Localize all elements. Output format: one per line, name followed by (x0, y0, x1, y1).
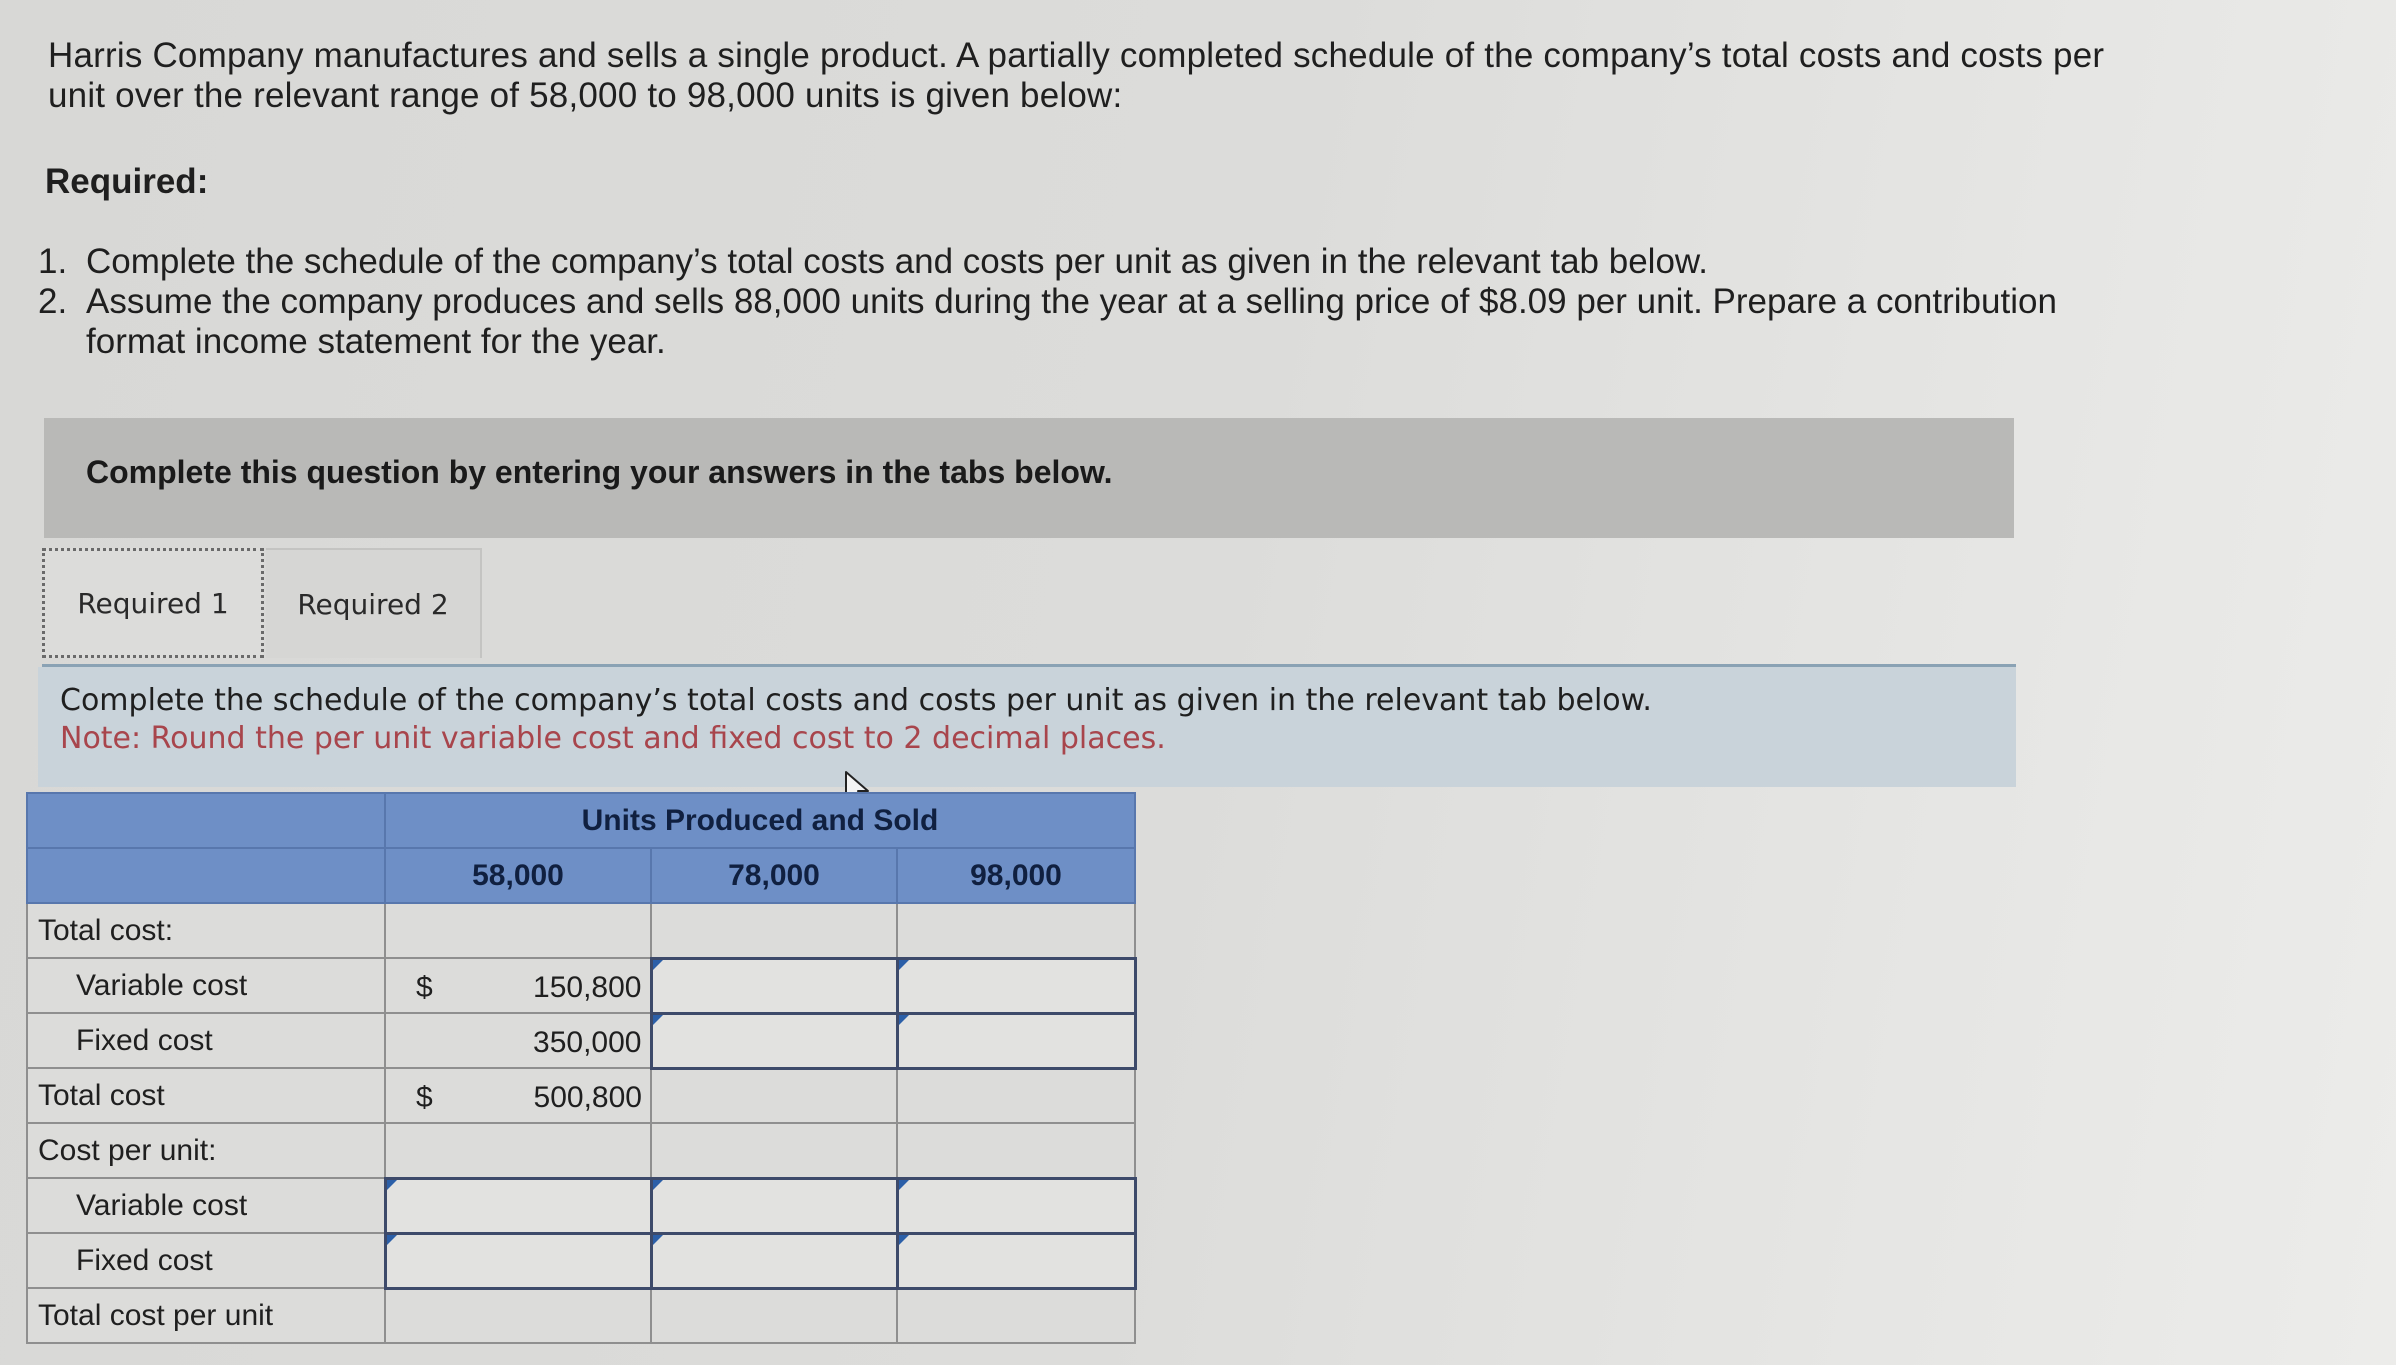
table-row (27, 1068, 1135, 1123)
cost-schedule-table (26, 792, 1137, 1344)
column-header-78000: 78,000 (651, 848, 897, 903)
requirement-number: 2. (38, 282, 68, 321)
input-flag-icon (653, 1235, 663, 1245)
input-flag-icon (899, 960, 909, 970)
requirement-text-line-1: Assume the company produces and sells 88,000 units during the year at a selling price of $8.09 per unit. Prepare a contribution (86, 282, 2057, 321)
row-label-unit-variable-cost: Variable cost (27, 1178, 385, 1233)
tabs-instruction-banner (44, 418, 2014, 538)
requirement-item-1 (38, 242, 2178, 282)
fixed-cost-58000-value: 350,000 (533, 1026, 642, 1059)
requirements-list (38, 242, 2178, 362)
unit-variable-cost-58000-input[interactable] (385, 1178, 651, 1233)
unit-fixed-cost-78000-input[interactable] (651, 1233, 897, 1288)
intro-line-1: Harris Company manufactures and sells a single product. A partially completed schedule of the company’s total costs and costs per (48, 36, 2105, 75)
row-label-total-cost: Total cost (27, 1068, 385, 1123)
empty-cell (897, 903, 1135, 958)
table-row (27, 1233, 1135, 1288)
input-flag-icon (899, 1180, 909, 1190)
unit-variable-cost-78000-input[interactable] (651, 1178, 897, 1233)
requirement-text: Complete the schedule of the company’s total costs and costs per unit as given in the relevant tab below. (86, 242, 1708, 281)
empty-cell (651, 903, 897, 958)
variable-cost-98000-input[interactable] (897, 958, 1135, 1013)
unit-fixed-cost-98000-input[interactable] (897, 1233, 1135, 1288)
total-cost-per-unit-98000-cell (897, 1288, 1135, 1343)
row-label-cost-per-unit-section: Cost per unit: (27, 1123, 385, 1178)
total-cost-58000-value: 500,800 (533, 1081, 642, 1114)
units-group-header: Units Produced and Sold (385, 793, 1135, 848)
tab-required-1[interactable]: Required 1 (42, 548, 264, 658)
row-label-variable-cost: Variable cost (27, 958, 385, 1013)
input-flag-icon (653, 960, 663, 970)
requirement-number: 1. (38, 242, 68, 281)
instructions-panel (38, 667, 2016, 787)
instructions-text: Complete the schedule of the company’s total costs and costs per unit as given in the relevant tab below. (60, 683, 1652, 718)
table-header-row (27, 848, 1135, 903)
requirement-text-line-2: format income statement for the year. (86, 322, 666, 361)
table-row (27, 1178, 1135, 1233)
total-cost-58000-cell (385, 1068, 651, 1123)
input-flag-icon (899, 1235, 909, 1245)
unit-variable-cost-98000-input[interactable] (897, 1178, 1135, 1233)
header-blank-cell (27, 848, 385, 903)
fixed-cost-98000-input[interactable] (897, 1013, 1135, 1068)
row-label-unit-fixed-cost: Fixed cost (27, 1233, 385, 1288)
input-flag-icon (387, 1180, 397, 1190)
fixed-cost-58000-cell (385, 1013, 651, 1068)
table-row (27, 1123, 1135, 1178)
row-label-total-cost-per-unit: Total cost per unit (27, 1288, 385, 1343)
variable-cost-58000-value: 150,800 (533, 971, 642, 1004)
currency-symbol: $ (416, 1081, 433, 1114)
table-header-row (27, 793, 1135, 848)
empty-cell (385, 903, 651, 958)
required-heading: Required: (45, 162, 209, 201)
currency-symbol: $ (416, 971, 433, 1004)
table-row (27, 958, 1135, 1013)
table-row (27, 903, 1135, 958)
empty-cell (385, 1123, 651, 1178)
banner-text: Complete this question by entering your answers in the tabs below. (86, 454, 1113, 490)
tab-required-2[interactable]: Required 2 (266, 548, 482, 658)
intro-line-2: unit over the relevant range of 58,000 to 98,000 units is given below: (48, 76, 1123, 115)
row-label-fixed-cost: Fixed cost (27, 1013, 385, 1068)
variable-cost-78000-input[interactable] (651, 958, 897, 1013)
input-flag-icon (653, 1180, 663, 1190)
row-label-total-cost-section: Total cost: (27, 903, 385, 958)
column-header-58000: 58,000 (385, 848, 651, 903)
total-cost-per-unit-58000-cell (385, 1288, 651, 1343)
input-flag-icon (653, 1015, 663, 1025)
rounding-note: Note: Round the per unit variable cost and fixed cost to 2 decimal places. (60, 721, 1166, 756)
empty-cell (651, 1123, 897, 1178)
input-flag-icon (899, 1015, 909, 1025)
total-cost-78000-cell (651, 1068, 897, 1123)
unit-fixed-cost-58000-input[interactable] (385, 1233, 651, 1288)
variable-cost-58000-cell (385, 958, 651, 1013)
requirement-item-2 (38, 282, 2178, 362)
total-cost-per-unit-78000-cell (651, 1288, 897, 1343)
table-row (27, 1288, 1135, 1343)
problem-intro (48, 36, 2168, 116)
input-flag-icon (387, 1235, 397, 1245)
table-row (27, 1013, 1135, 1068)
fixed-cost-78000-input[interactable] (651, 1013, 897, 1068)
column-header-98000: 98,000 (897, 848, 1135, 903)
requirement-text (86, 282, 2057, 362)
total-cost-98000-cell (897, 1068, 1135, 1123)
empty-cell (897, 1123, 1135, 1178)
header-blank-cell (27, 793, 385, 848)
